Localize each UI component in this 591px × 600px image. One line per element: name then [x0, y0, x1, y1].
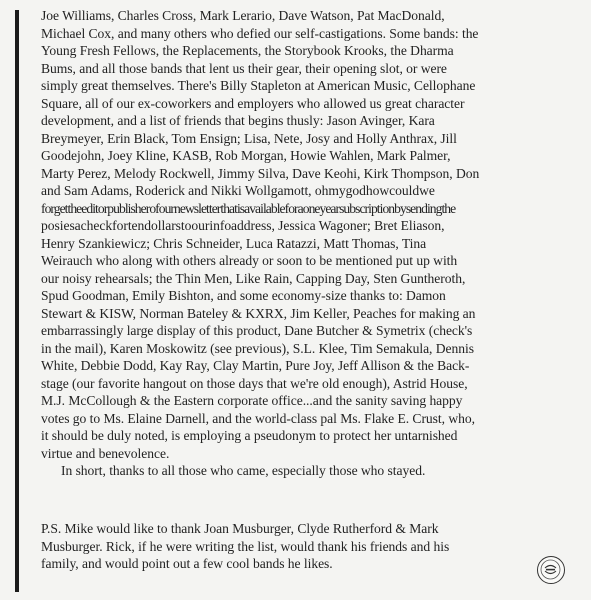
- credits-line: it should be duly noted, is employing a pseudonym to protect her untarnished: [41, 428, 458, 443]
- credits-line: Young Fresh Fellows, the Replacements, the Storybook Krooks, the Dharma: [41, 43, 454, 58]
- credits-line: Spud Goodman, Emily Bishton, and some economy-size thanks to: Damon: [41, 288, 446, 303]
- credits-line: our noisy rehearsals; the Thin Men, Like Rain, Capping Day, Sten Guntheroth,: [41, 270, 466, 286]
- credits-line: Michael Cox, and many others who defied our self-castigations. Some bands: the: [41, 25, 479, 41]
- credits-line: White, Debbie Dodd, Kay Ray, Clay Martin, Pure Joy, Jeff Allison & the Back-: [41, 358, 470, 373]
- postscript-text: [41, 520, 581, 573]
- credits-line: Stewart & KISW, Norman Bateley & KXRX, Jim Keller, Peaches for making an: [41, 305, 476, 321]
- credits-line: Joe Williams, Charles Cross, Mark Lerario, Dave Watson, Pat MacDonald,: [41, 8, 445, 23]
- credits-line: Goodejohn, Joey Kline, KASB, Rob Morgan, Howie Wahlen, Mark Palmer,: [41, 148, 451, 163]
- credits-line: embarrassingly large display of this product, Dane Butcher & Symetrix (check's: [41, 323, 473, 338]
- credits-line: simply great themselves. There's Billy Stapleton at American Music, Cellophane: [41, 78, 476, 93]
- credits-closing-line: In short, thanks to all those who came, especially those who stayed.: [61, 463, 426, 478]
- credits-line: Square, all of our ex-coworkers and employers who allowed us great character: [41, 95, 465, 111]
- postscript-line: Musburger. Rick, if he were writing the list, would thank his friends and his: [41, 538, 450, 554]
- credits-line: in the mail), Karen Moskowitz (see previous), S.L. Klee, Tim Semakula, Dennis: [41, 340, 474, 356]
- credits-line: development, and a list of friends that begins thusly: Jason Avinger, Kara: [41, 113, 435, 128]
- credits-line: virtue and benevolence.: [41, 445, 170, 461]
- credits-line: forgettheeditorpublisherofournewsletterthatisavailableforaoneyearsubscriptionbysendingthe: [41, 200, 456, 216]
- credits-text: [41, 7, 581, 480]
- credits-line: and Sam Adams, Roderick and Nikki Wollgamott, ohmygodhowcouldwe: [41, 183, 435, 198]
- recycled-paper-seal-icon: [537, 556, 565, 584]
- vertical-rule: [15, 10, 19, 592]
- postscript-line: family, and would point out a few cool bands he likes.: [41, 556, 333, 571]
- credits-line: posiesacheckfortendollarstoourinfoaddress, Jessica Wagoner; Bret Eliason,: [41, 218, 445, 233]
- credits-line: votes go to Ms. Elaine Darnell, and the world-class pal Ms. Flake E. Crust, who,: [41, 410, 475, 426]
- credits-line: Henry Szankiewicz; Chris Schneider, Luca Ratazzi, Matt Thomas, Tina: [41, 235, 427, 251]
- credits-line: M.J. McCollough & the Eastern corporate office...and the sanity saving happy: [41, 393, 463, 408]
- postscript-line: P.S. Mike would like to thank Joan Musburger, Clyde Rutherford & Mark: [41, 521, 439, 536]
- credits-line: Marty Perez, Melody Rockwell, Jimmy Silva, Dave Keohi, Kirk Thompson, Don: [41, 165, 480, 181]
- credits-line: Breymeyer, Erin Black, Tom Ensign; Lisa, Nete, Josy and Holly Anthrax, Jill: [41, 130, 457, 146]
- credits-line: Weirauch who along with others already or soon to be mentioned put up with: [41, 253, 458, 268]
- credits-line: Bums, and all those bands that lent us their gear, their opening slot, or were: [41, 60, 447, 76]
- credits-line: stage (our favorite hangout on those days that we're old enough), Astrid House,: [41, 375, 468, 391]
